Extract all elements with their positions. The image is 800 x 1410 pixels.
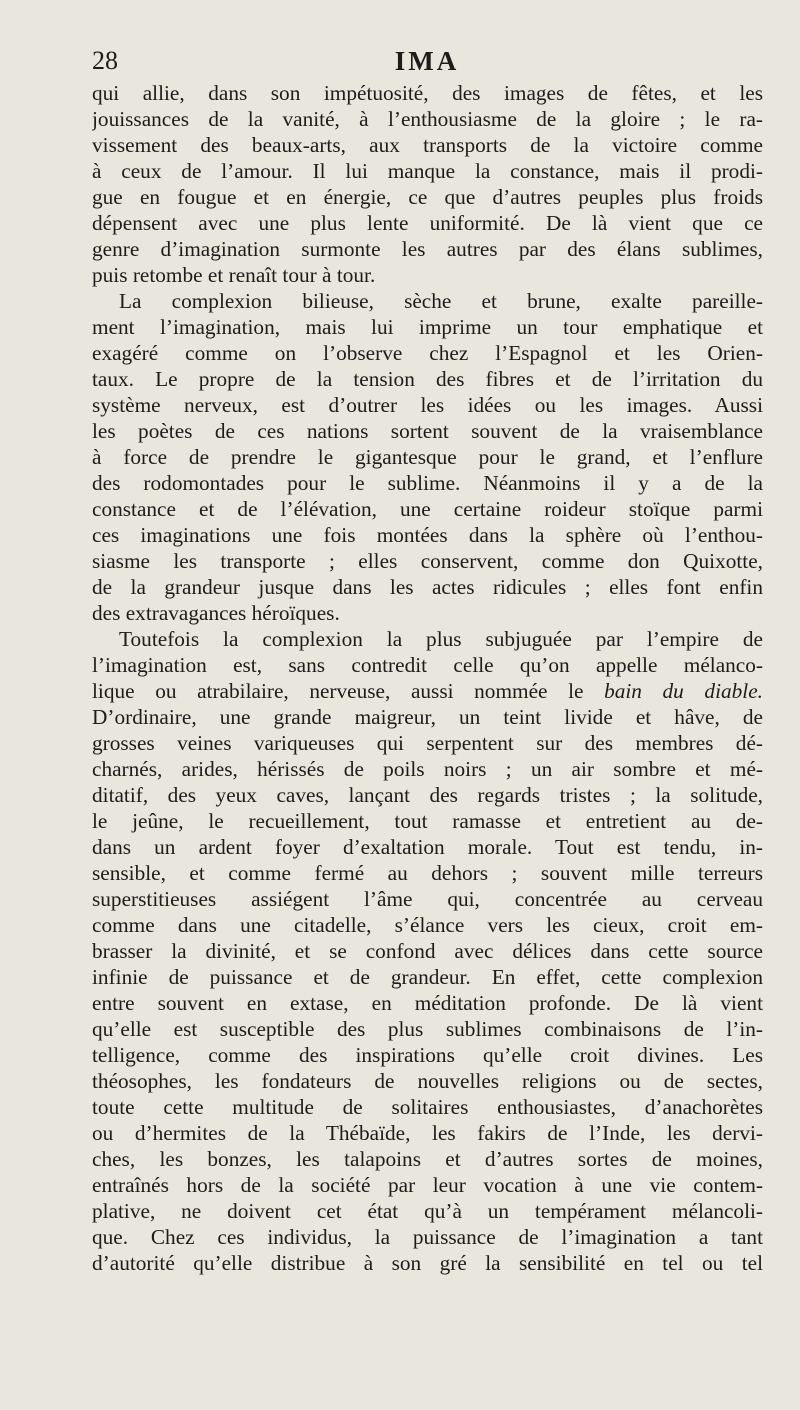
text-line: théosophes, les fondateurs de nouvelles religions ou de sectes,: [92, 1069, 763, 1093]
text-line: Toutefois la complexion la plus subjuguée par l’empire de: [119, 627, 763, 651]
text-line: plative, ne doivent cet état qu’à un tempérament mélancoli-: [92, 1199, 763, 1223]
text-line: exagéré comme on l’observe chez l’Espagnol et les Orien-: [92, 341, 763, 365]
text-line: infinie de puissance et de grandeur. En effet, cette complexion: [92, 965, 763, 989]
text-line: entraînés hors de la société par leur vocation à une vie contem-: [92, 1173, 763, 1197]
text-line: à ceux de l’amour. Il lui manque la constance, mais il prodi-: [92, 159, 763, 183]
text-line: toute cette multitude de solitaires enthousiastes, d’anachorètes: [92, 1095, 763, 1119]
text-line: gue en fougue et en énergie, ce que d’autres peuples plus froids: [92, 185, 763, 209]
text-line: le jeûne, le recueillement, tout ramasse et entretient au de-: [92, 809, 763, 833]
italic-term: bain du diable.: [604, 679, 763, 703]
page-number: 28: [92, 46, 118, 75]
text-line: charnés, arides, hérissés de poils noirs ; un air sombre et mé-: [92, 757, 763, 781]
text-line: jouissances de la vanité, à l’enthousiasme de la gloire ; le ra-: [92, 107, 763, 131]
text-line: ditatif, des yeux caves, lançant des regards tristes ; la solitude,: [92, 783, 763, 807]
text-line: qu’elle est susceptible des plus sublimes combinaisons de l’in-: [92, 1017, 763, 1041]
body-text: [92, 80, 763, 1276]
text-line: comme dans une citadelle, s’élance vers les cieux, croit em-: [92, 913, 763, 937]
text-line: des extravagances héroïques.: [92, 601, 340, 625]
text-line: La complexion bilieuse, sèche et brune, exalte pareille-: [119, 289, 763, 313]
running-title: IMA: [394, 46, 460, 76]
text-line: des rodomontades pour le sublime. Néanmoins il y a de la: [92, 471, 763, 495]
text-line: ment l’imagination, mais lui imprime un tour emphatique et: [92, 315, 763, 339]
text-fragment: lique ou atrabilaire, nerveuse, aussi nommée le: [92, 679, 605, 703]
text-line: qui allie, dans son impétuosité, des images de fêtes, et les: [92, 81, 763, 105]
text-line: dans un ardent foyer d’exaltation morale. Tout est tendu, in-: [92, 835, 763, 859]
text-line: d’autorité qu’elle distribue à son gré la sensibilité en tel ou tel: [92, 1251, 763, 1275]
text-line: [92, 678, 763, 704]
text-line: entre souvent en extase, en méditation profonde. De là vient: [92, 991, 763, 1015]
text-line: vissement des beaux-arts, aux transports de la victoire comme: [92, 133, 763, 157]
text-line: de la grandeur jusque dans les actes ridicules ; elles font enfin: [92, 575, 763, 599]
text-line: sensible, et comme fermé au dehors ; souvent mille terreurs: [92, 861, 763, 885]
running-head: [92, 44, 762, 78]
text-line: ou d’hermites de la Thébaïde, les fakirs de l’Inde, les dervi-: [92, 1121, 763, 1145]
text-line: superstitieuses assiégent l’âme qui, concentrée au cerveau: [92, 887, 763, 911]
text-line: genre d’imagination surmonte les autres par des élans sublimes,: [92, 237, 763, 261]
text-line: constance et de l’élévation, une certaine roideur stoïque parmi: [92, 497, 763, 521]
text-line: l’imagination est, sans contredit celle qu’on appelle mélanco-: [92, 653, 763, 677]
text-line: que. Chez ces individus, la puissance de l’imagination a tant: [92, 1225, 763, 1249]
text-line: grosses veines variqueuses qui serpentent sur des membres dé-: [92, 731, 763, 755]
text-line: les poètes de ces nations sortent souvent de la vraisemblance: [92, 419, 763, 443]
text-line: siasme les transporte ; elles conservent, comme don Quixotte,: [92, 549, 763, 573]
text-line: puis retombe et renaît tour à tour.: [92, 263, 376, 287]
text-line: à force de prendre le gigantesque pour le grand, et l’enflure: [92, 445, 763, 469]
text-line: D’ordinaire, une grande maigreur, un teint livide et hâve, de: [92, 705, 763, 729]
text-line: ches, les bonzes, les talapoins et d’autres sortes de moines,: [92, 1147, 763, 1171]
text-line: système nerveux, est d’outrer les idées ou les images. Aussi: [92, 393, 763, 417]
text-line: brasser la divinité, et se confond avec délices dans cette source: [92, 939, 763, 963]
text-line: taux. Le propre de la tension des fibres et de l’irritation du: [92, 367, 763, 391]
text-line: telligence, comme des inspirations qu’elle croit divines. Les: [92, 1043, 763, 1067]
text-line: ces imaginations une fois montées dans la sphère où l’enthou-: [92, 523, 763, 547]
text-line: dépensent avec une plus lente uniformité. De là vient que ce: [92, 211, 763, 235]
